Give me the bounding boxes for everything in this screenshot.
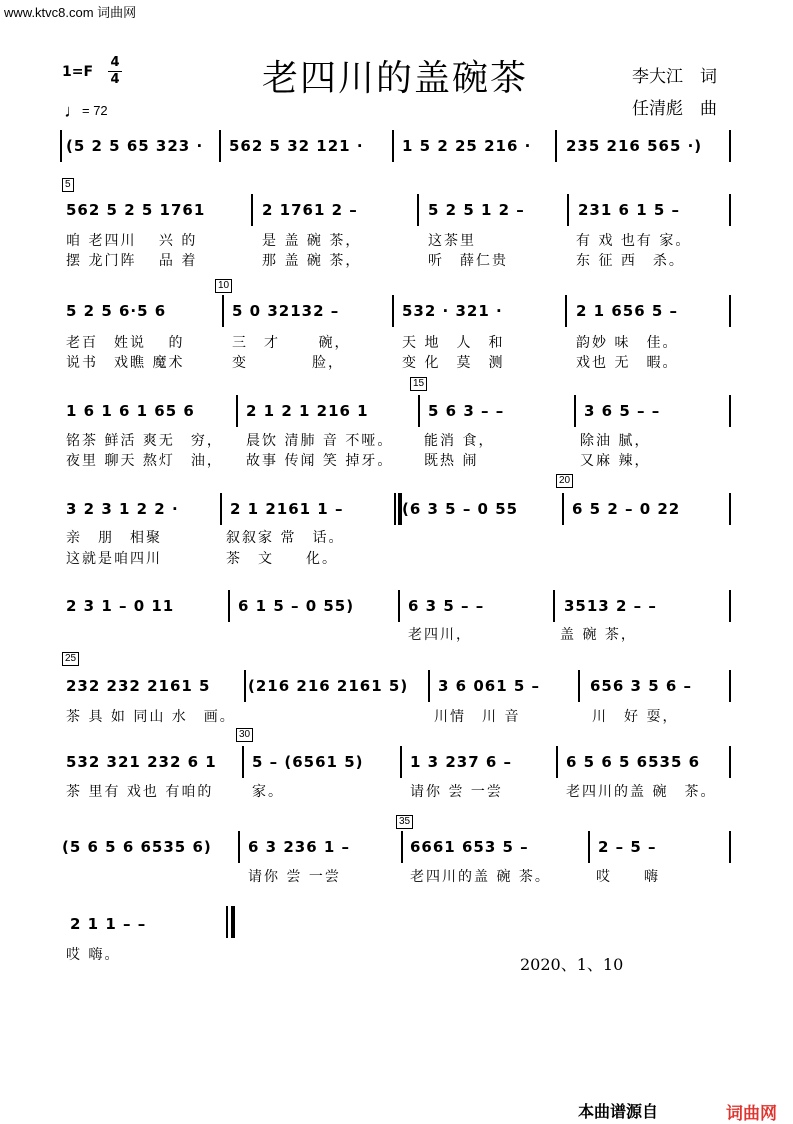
barline [220,493,222,525]
barline [228,590,230,622]
lyric-line: 变 化 莫 测 [402,355,505,371]
lyric-line: 除油 腻， [580,433,651,449]
final-barline-thin [226,906,228,938]
lyricist-credit: 李大江 词 [632,67,717,87]
lyric-line: 东 征 西 杀。 [576,253,685,269]
lyric-line: 铭茶 鲜活 爽无 穷， [66,433,223,449]
repeat-barline [394,493,396,525]
barline [222,295,224,327]
lyric-line: 咱 老四川 兴 的 [66,233,198,249]
site-logo[interactable]: 词曲网 [726,1104,777,1124]
lyric-line: 是 盖 碗 茶， [262,233,362,249]
barline [729,295,731,327]
notation-measure: 5 6 3 – – [428,402,505,420]
lyric-line: 老四川的盖 碗 茶。 [410,869,551,885]
lyric-line: 听 薛仁贵 [428,253,508,269]
lyric-line: 这就是咱四川 [66,551,162,567]
notation-measure: 562 5 32 121 · [229,137,364,155]
lyric-line: 叙叙家 常 话。 [226,530,345,546]
measure-number: 30 [236,728,253,742]
barline [567,194,569,226]
lyric-line: 请你 尝 一尝 [410,784,503,800]
barline [555,130,557,162]
notation-measure: 2 1 2161 1 – [230,500,344,518]
final-barline-thick [231,906,235,938]
lyric-line: 变 脸， [232,355,344,371]
lyric-line: 茶 里有 戏也 有咱的 [66,784,214,800]
lyric-line: 请你 尝 一尝 [248,869,341,885]
notation-measure: 1 5 2 25 216 · [402,137,532,155]
notation-measure: 2 1 1 – – [70,915,147,933]
notation-measure: 6 5 2 – 0 22 [572,500,681,518]
notation-measure: 235 216 565 ·) [566,137,703,155]
notation-measure: 656 3 5 6 – [590,677,693,695]
lyric-line: 既热 闹 [424,453,479,469]
barline [729,194,731,226]
page-title: 老四川的盖碗茶 [262,58,529,99]
barline [729,670,731,702]
measure-number: 10 [215,279,232,293]
lyric-line: 戏也 无 暇。 [576,355,679,371]
notation-measure: (6 3 5 – 0 55 [402,500,519,518]
barline [60,130,62,162]
tempo-value: = 72 [82,103,108,118]
barline [401,831,403,863]
barline [562,493,564,525]
barline [578,670,580,702]
lyric-line: 有 戏 也有 家。 [576,233,692,249]
barline [418,395,420,427]
barline [729,746,731,778]
notation-measure: 2 1 2 1 216 1 [246,402,369,420]
barline [236,395,238,427]
quarter-note-icon: ♩ [64,101,82,121]
barline [556,746,558,778]
measure-number: 20 [556,474,573,488]
site-watermark: www.ktvc8.com 词曲网 [4,5,137,20]
lyric-line: 老四川的盖 碗 茶。 [566,784,717,800]
barline [244,670,246,702]
notation-measure: 6 3 236 1 – [248,838,351,856]
barline [565,295,567,327]
barline [392,295,394,327]
measure-number: 35 [396,815,413,829]
lyric-line: 能消 食， [424,433,495,449]
lyric-line: 哎 嗨。 [66,947,121,963]
lyric-line: 哎 嗨 [596,869,660,885]
lyric-line: 川 好 耍， [592,709,679,725]
lyric-line: 那 盖 碗 茶， [262,253,362,269]
notation-measure: 5 0 32132 – [232,302,340,320]
barline [238,831,240,863]
measure-number: 15 [410,377,427,391]
tempo-marking [64,99,108,120]
time-signature-bottom: 4 [110,72,120,87]
lyric-line: 三 才 碗， [232,335,351,351]
notation-measure: 3 2 3 1 2 2 · [66,500,179,518]
notation-measure: 2 3 1 – 0 11 [66,597,175,615]
barline [729,590,731,622]
lyric-line: 茶 具 如 同山 水 画。 [66,709,236,725]
notation-measure: 6661 653 5 – [410,838,529,856]
lyric-line: 家。 [252,784,284,800]
lyric-line: 天 地 人 和 [402,335,505,351]
notation-measure: 3 6 5 – – [584,402,661,420]
barline [392,130,394,162]
notation-measure: 5 2 5 6·5 6 [66,302,167,320]
notation-measure: 6 1 5 – 0 55) [238,597,355,615]
barline [729,130,731,162]
barline [400,746,402,778]
barline [729,831,731,863]
notation-measure: (5 2 5 65 323 · [66,137,204,155]
notation-measure: 1 3 237 6 – [410,753,513,771]
measure-number: 5 [62,178,74,192]
lyric-line: 亲 朋 相聚 [66,530,162,546]
lyric-line: 晨饮 清肺 音 不哑。 [246,433,394,449]
barline [553,590,555,622]
lyric-line: 这茶里 [428,233,476,249]
notation-measure: 3513 2 – – [564,597,657,615]
lyric-line: 又麻 辣， [580,453,651,469]
lyric-line: 盖 碗 茶， [560,627,637,643]
lyric-line: 川情 川 音 [434,709,521,725]
lyric-line: 茶 文 化。 [226,551,338,567]
notation-measure: 562 5 2 5 1761 [66,201,206,219]
barline [574,395,576,427]
notation-measure: 2 – 5 – [598,838,657,856]
barline [588,831,590,863]
notation-measure: 1 6 1 6 1 65 6 [66,402,195,420]
notation-measure: 2 1761 2 – [262,201,358,219]
lyric-line: 老四川， [408,627,472,643]
lyric-line: 韵妙 味 佳。 [576,335,679,351]
barline [251,194,253,226]
barline [242,746,244,778]
measure-number: 25 [62,652,79,666]
barline [428,670,430,702]
notation-measure: 6 3 5 – – [408,597,485,615]
notation-measure: 3 6 061 5 – [438,677,541,695]
lyric-line: 老百 姓说 的 [66,335,185,351]
repeat-barline-thick [398,493,402,525]
lyric-line: 摆 龙门阵 品 着 [66,253,198,269]
notation-measure: (216 216 2161 5) [248,677,409,695]
notation-measure: 6 5 6 5 6535 6 [566,753,701,771]
composer-credit: 任清彪 曲 [632,99,717,119]
lyric-line: 故事 传闻 笑 掉牙。 [246,453,394,469]
composition-date: 2020、1、10 [520,955,624,974]
notation-measure: 5 2 5 1 2 – [428,201,525,219]
barline [729,395,731,427]
lyric-line: 夜里 聊天 熬灯 油， [66,453,223,469]
lyric-line: 说书 戏瞧 魔术 [66,355,185,371]
notation-measure: 5 – (6561 5) [252,753,364,771]
barline [219,130,221,162]
barline [729,493,731,525]
barline [398,590,400,622]
notation-measure: 532 321 232 6 1 [66,753,217,771]
notation-measure: 232 232 2161 5 [66,677,211,695]
notation-measure: 532 · 321 · [402,302,503,320]
time-signature-top: 4 [108,55,122,72]
key-signature: 1=F [62,64,94,80]
notation-measure: (5 6 5 6 6535 6) [62,838,212,856]
notation-measure: 231 6 1 5 – [578,201,681,219]
barline [417,194,419,226]
source-label: 本曲谱源自 [578,1102,659,1121]
notation-measure: 2 1 656 5 – [576,302,679,320]
time-signature [108,55,122,88]
